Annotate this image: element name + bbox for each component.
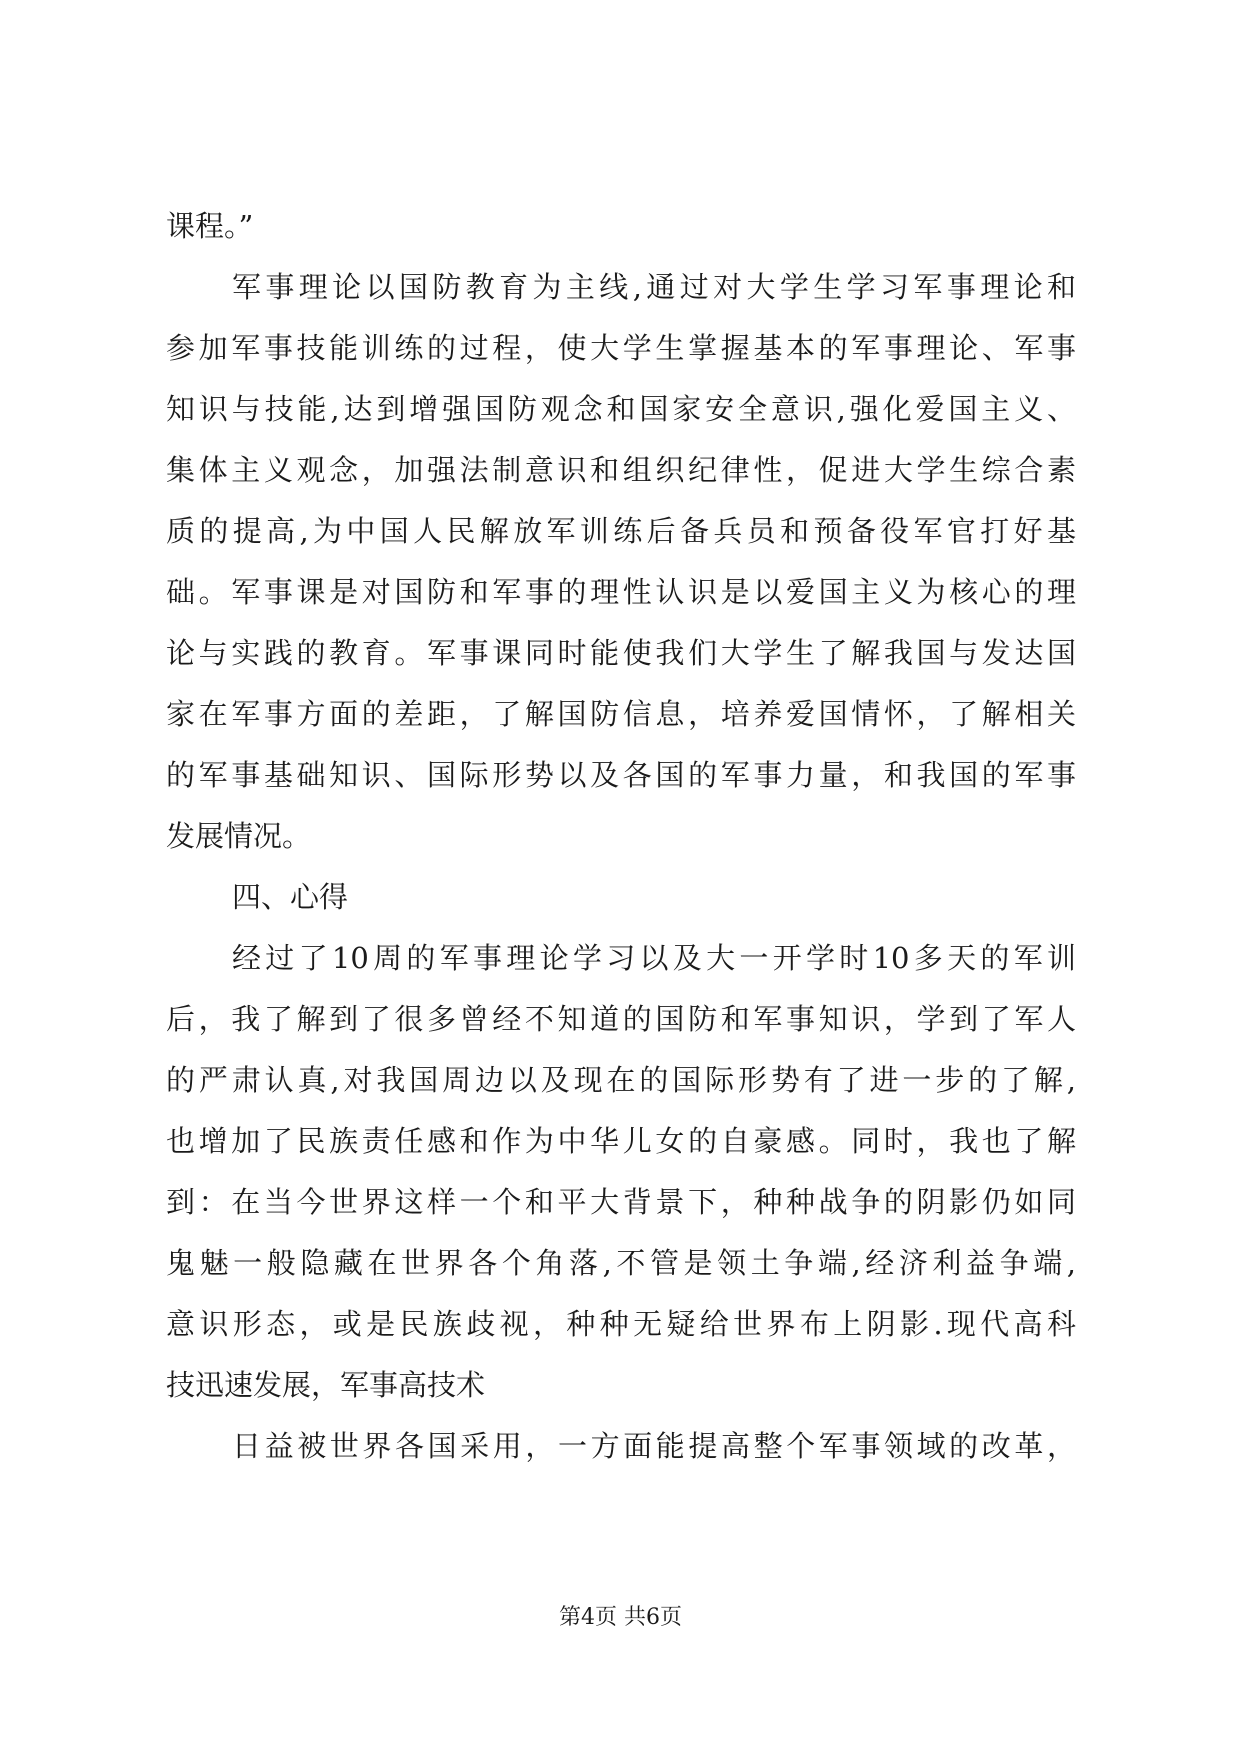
text-line: 日益被世界各国采用，一方面能提高整个军事领域的改革，	[232, 1429, 1076, 1463]
text-line: 础。军事课是对国防和军事的理性认识是以爱国主义为核心的理	[166, 575, 1076, 609]
text-line: 论与实践的教育。军事课同时能使我们大学生了解我国与发达国	[166, 636, 1076, 670]
text-line: 的严肃认真,对我国周边以及现在的国际形势有了进一步的了解,	[166, 1063, 1076, 1097]
text-line: 也增加了民族责任感和作为中华儿女的自豪感。同时，我也了解	[166, 1124, 1076, 1158]
page-number-footer: 第4页 共6页	[559, 1605, 682, 1630]
section-heading: 四、心得	[232, 880, 349, 914]
text-line: 课程。”	[166, 209, 254, 243]
text-line: 到：在当今世界这样一个和平大背景下，种种战争的阴影仍如同	[166, 1185, 1076, 1219]
text-line: 后，我了解到了很多曾经不知道的国防和军事知识，学到了军人	[166, 1002, 1076, 1036]
text-line: 技迅速发展，军事高技术	[166, 1368, 486, 1402]
text-line: 军事理论以国防教育为主线,通过对大学生学习军事理论和	[232, 270, 1076, 304]
text-line: 集体主义观念，加强法制意识和组织纪律性，促进大学生综合素	[166, 453, 1076, 487]
text-line: 知识与技能,达到增强国防观念和国家安全意识,强化爱国主义、	[166, 392, 1076, 426]
text-line: 鬼魅一般隐藏在世界各个角落,不管是领土争端,经济利益争端,	[166, 1246, 1076, 1280]
text-line: 家在军事方面的差距，了解国防信息，培养爱国情怀，了解相关	[166, 697, 1076, 731]
text-line: 发展情况。	[166, 819, 312, 853]
text-line: 经过了10周的军事理论学习以及大一开学时10多天的军训	[232, 941, 1076, 975]
text-line: 参加军事技能训练的过程，使大学生掌握基本的军事理论、军事	[166, 331, 1076, 365]
text-line: 质的提高,为中国人民解放军训练后备兵员和预备役军官打好基	[166, 514, 1076, 548]
text-line: 意识形态，或是民族歧视，种种无疑给世界布上阴影.现代高科	[166, 1307, 1076, 1341]
text-line: 的军事基础知识、国际形势以及各国的军事力量，和我国的军事	[166, 758, 1076, 792]
